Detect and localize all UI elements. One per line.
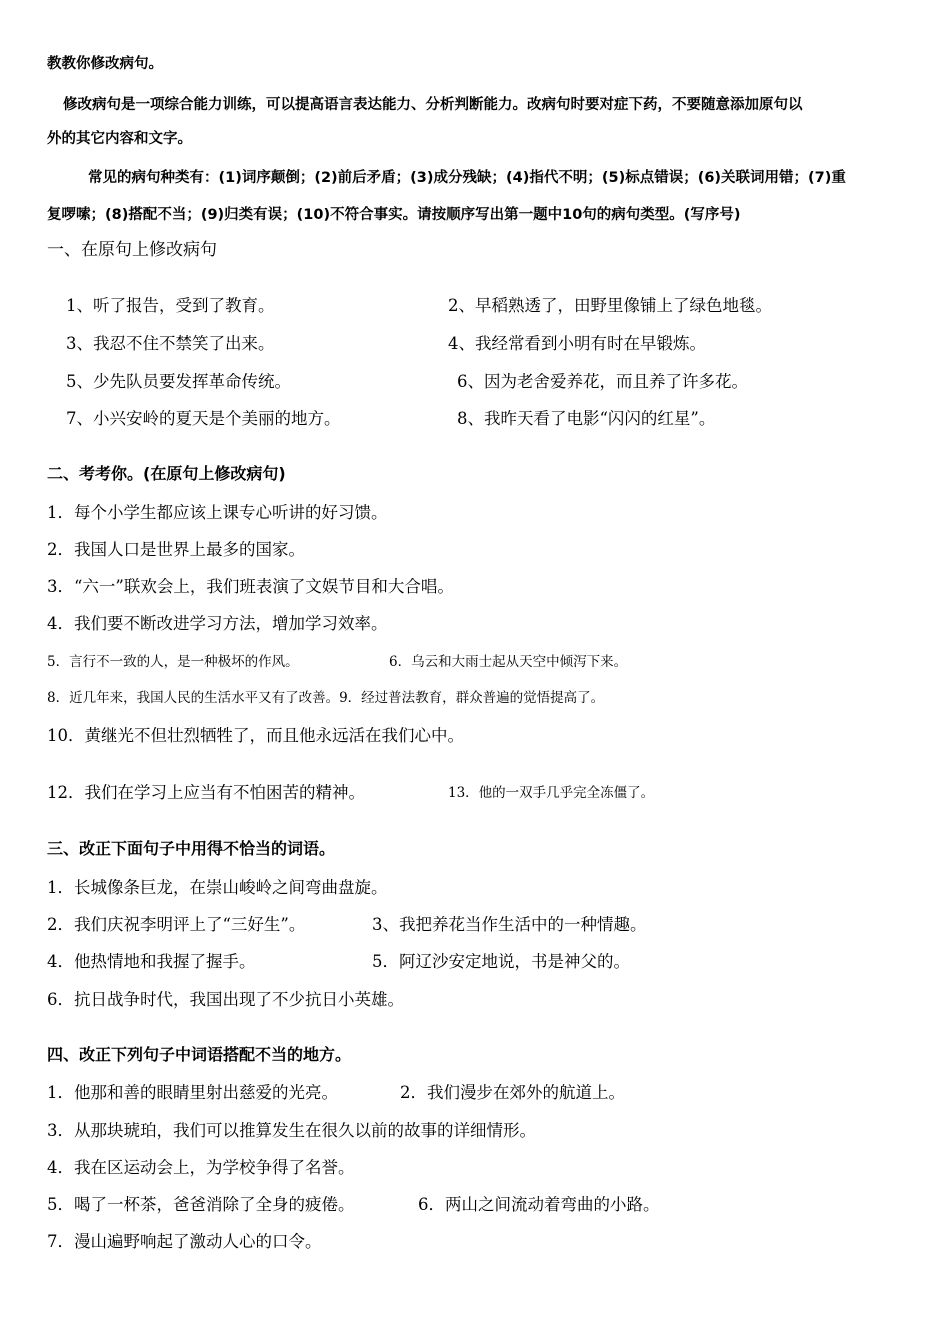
section-1-item: 7、小兴安岭的夏天是个美丽的地方。 (66, 409, 341, 428)
section-2-item: 5．言行不一致的人，是一种极坏的作风。 (47, 654, 299, 670)
intro-paragraph-1-line-1: 修改病句是一项综合能力训练，可以提高语言表达能力、分析判断能力。改病句时要对症下药，不要随意添加原句以 (63, 97, 803, 113)
section-2-heading: 二、考考你。(在原句上修改病句) (47, 464, 286, 483)
section-4-item: 5．喝了一杯茶，爸爸消除了全身的疲倦。 (47, 1195, 355, 1214)
section-2-item: 8．近几年来，我国人民的生活水平又有了改善。9．经过普法教育，群众普遍的觉悟提高了。 (47, 690, 605, 706)
section-2-item: 4．我们要不断改进学习方法，增加学习效率。 (47, 614, 388, 633)
section-2-item: 12．我们在学习上应当有不怕困苦的精神。 (47, 783, 365, 802)
section-3-item: 3、我把养花当作生活中的一种情趣。 (372, 915, 647, 934)
section-3-heading: 三、改正下面句子中用得不恰当的词语。 (47, 839, 336, 858)
section-4-item: 3．从那块琥珀，我们可以推算发生在很久以前的故事的详细情形。 (47, 1121, 536, 1140)
intro-paragraph-1-line-2: 外的其它内容和文字。 (47, 131, 192, 147)
section-4-item: 6．两山之间流动着弯曲的小路。 (418, 1195, 660, 1214)
section-1-item: 8、我昨天看了电影“闪闪的红星”。 (457, 409, 716, 428)
section-1-item: 2、早稻熟透了，田野里像铺上了绿色地毯。 (448, 296, 772, 315)
section-3-item: 1．长城像条巨龙，在崇山峻岭之间弯曲盘旋。 (47, 878, 388, 897)
section-1-item: 5、少先队员要发挥革命传统。 (66, 372, 291, 391)
section-4-item: 2．我们漫步在郊外的航道上。 (400, 1083, 625, 1102)
section-3-item: 4．他热情地和我握了握手。 (47, 952, 256, 971)
section-2-item: 2．我国人口是世界上最多的国家。 (47, 540, 305, 559)
section-1-heading: 一、在原句上修改病句 (47, 240, 217, 260)
section-2-item: 10．黄继光不但壮烈牺牲了，而且他永远活在我们心中。 (47, 726, 464, 745)
section-3-item: 6．抗日战争时代，我国出现了不少抗日小英雄。 (47, 990, 404, 1009)
intro-paragraph-2-line-1: 常见的病句种类有：(1)词序颠倒；(2)前后矛盾；(3)成分残缺；(4)指代不明；(5)标点错误；(6)关联词用错；(7)重 (88, 170, 846, 186)
section-3-item: 2．我们庆祝李明评上了“三好生”。 (47, 915, 306, 934)
section-2-item: 1．每个小学生都应该上课专心听讲的好习馈。 (47, 503, 388, 522)
section-2-item: 3．“六一”联欢会上，我们班表演了文娱节目和大合唱。 (47, 577, 454, 596)
intro-paragraph-2-line-2: 复啰嗦；(8)搭配不当；(9)归类有误；(10)不符合事实。请按顺序写出第一题中10句的病句类型。(写序号) (47, 207, 741, 223)
section-1-item: 3、我忍不住不禁笑了出来。 (66, 334, 275, 353)
section-1-item: 6、因为老舍爱养花，而且养了许多花。 (457, 372, 748, 391)
section-2-item: 6．乌云和大雨士起从天空中倾泻下来。 (389, 654, 628, 670)
section-4-heading: 四、改正下列句子中词语搭配不当的地方。 (47, 1045, 352, 1064)
section-1-item: 1、听了报告，受到了教育。 (66, 296, 275, 315)
section-4-item: 1．他那和善的眼睛里射出慈爱的光亮。 (47, 1083, 338, 1102)
section-2-item: 13．他的一双手几乎完全冻僵了。 (448, 785, 655, 801)
page-title: 教教你修改病句。 (47, 56, 163, 72)
section-4-item: 4．我在区运动会上，为学校争得了名誉。 (47, 1158, 355, 1177)
section-3-item: 5．阿辽沙安定地说，书是神父的。 (372, 952, 630, 971)
section-1-item: 4、我经常看到小明有时在早锻炼。 (448, 334, 706, 353)
section-4-item: 7．漫山遍野响起了激动人心的口令。 (47, 1232, 322, 1251)
